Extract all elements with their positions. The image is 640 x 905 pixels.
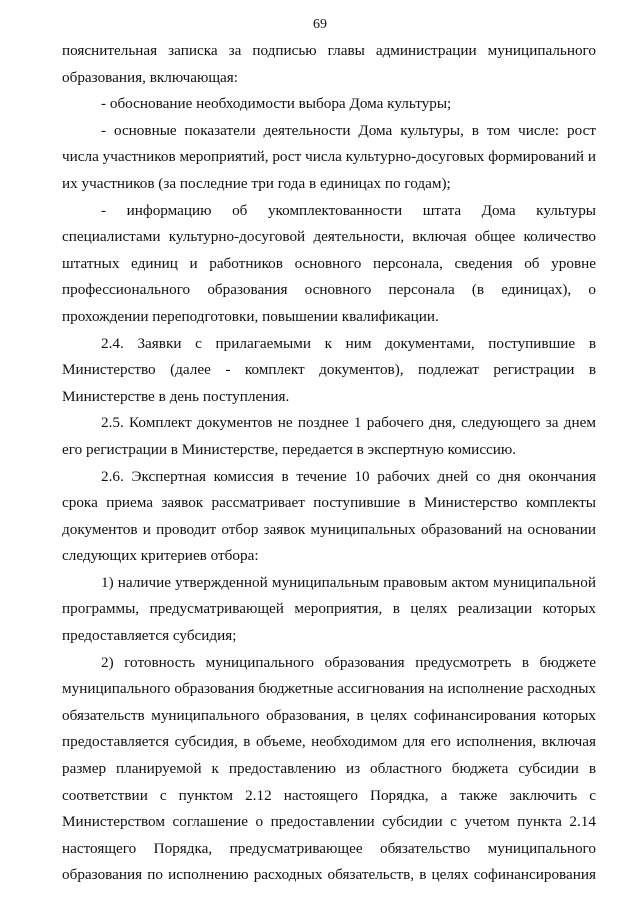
paragraph-bullet-staffing: - информацию об укомплектованности штата Дома культуры специалистами культурно-досуговой деятельности, включая общее количество штатных единиц и работников основного персонала, сведения об уровне профессионального образования основного персонала (в единицах), о прохождении переподготовки, повышении квалификации.	[62, 201, 596, 325]
paragraph-bullet-indicators: - основные показатели деятельности Дома культуры, в том числе: рост числа участников мероприятий, рост числа культурно-досуговых формирований и их участников (за последние три года в единицах по годам);	[62, 121, 596, 192]
paragraph-2-5: 2.5. Комплект документов не позднее 1 рабочего дня, следующего за днем его регистрации в Министерстве, передается в экспертную комиссию.	[62, 414, 596, 458]
page-number: 69	[313, 17, 327, 32]
paragraph-criterion-2: 2) готовность муниципального образования предусмотреть в бюджете муниципального образования бюджетные ассигнования на исполнение расходных обязательств муниципального образования, в целях софинансирования которых предоставляется субсидия, в объеме, необходимом для его исполнения, включая размер планируемой к предоставлению из областного бюджета субсидии в соответствии с пунктом 2.12 настоящего Порядка, а также заключить с Министерством соглашение о предоставлении субсидии с учетом пункта 2.14 настоящего Порядка, предусматривающее обязательство муниципального образования по исполнению расходных обязательств, в целях софинансирования	[62, 653, 596, 884]
paragraph-2-4: 2.4. Заявки с прилагаемыми к ним документами, поступившие в Министерство (далее - комплект документов), подлежат регистрации в Министерстве в день поступления.	[62, 334, 596, 405]
paragraph-bullet-justification: - обоснование необходимости выбора Дома культуры;	[101, 95, 452, 113]
paragraph-intro-continuation: пояснительная записка за подписью главы администрации муниципального образования, включающая:	[62, 42, 596, 86]
paragraph-2-6: 2.6. Экспертная комиссия в течение 10 рабочих дней со дня окончания срока приема заявок рассматривает поступившие в Министерство комплекты документов и проводит отбор заявок муниципальных образований на основании следующих критериев отбора:	[62, 467, 596, 565]
document-body	[62, 38, 596, 889]
paragraph-criterion-1: 1) наличие утвержденной муниципальным правовым актом муниципальной программы, предусматривающей мероприятия, в целях реализации которых предоставляется субсидия;	[62, 573, 596, 645]
